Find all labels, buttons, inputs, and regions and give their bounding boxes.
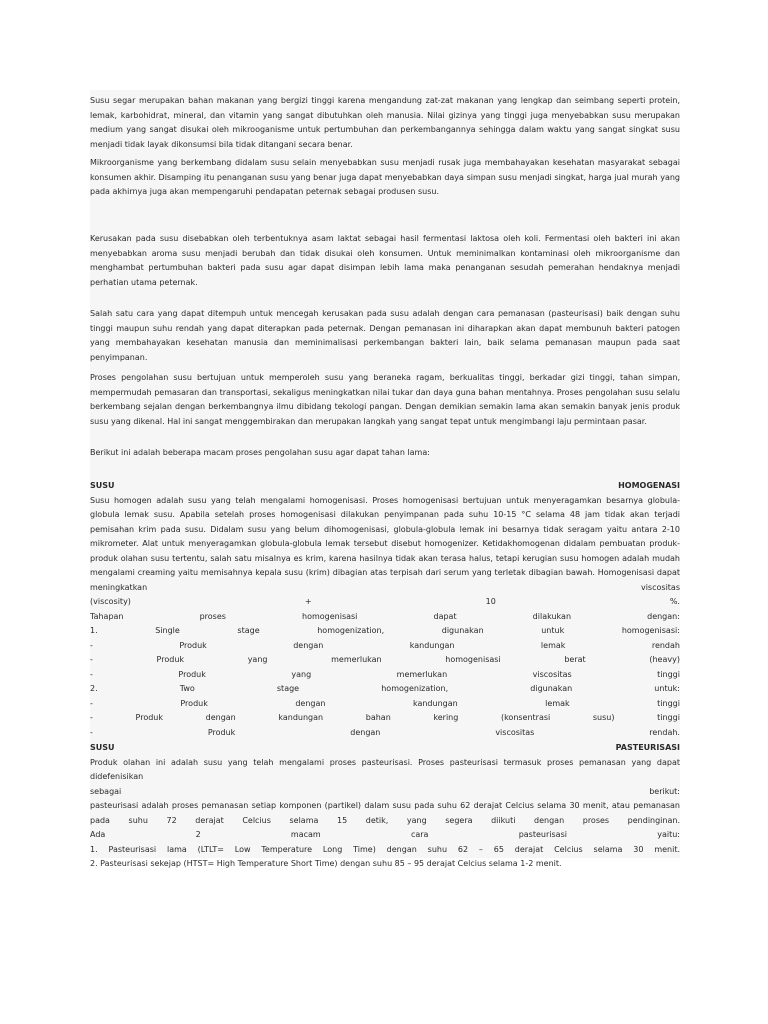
row-word: - [90,640,93,650]
heading-right: PASTEURISASI [615,743,680,752]
row-word: Produk [156,655,185,664]
homogenasi-row [90,610,680,625]
paragraph-berikut: Berikut ini adalah beberapa macam proses pengolahan susu agar dapat tahan lama: [90,448,430,457]
row-word: %. [669,597,680,606]
row-word: homogenisasi [302,611,358,621]
row-word: viscositas [495,727,535,737]
row-word: 2. [90,684,98,693]
row-word: Single [155,626,180,635]
row-word: Produk [180,698,208,708]
row-word: dengan [350,727,381,737]
pasteurisasi-body: pasteurisasi adalah proses pemanasan setiap komponen (partikel) dalam susu pada suhu 62 derajat Celcius selama 30 menit, atau pemanasan pada suhu 72 derajat Celcius selama 15 detik, yang segera diikuti dengan proses pendinginan. [90,801,680,825]
row-word: tinggi [657,713,680,722]
row-word: rendah [651,640,680,650]
row-word: dengan [293,640,324,650]
homogenasi-row [90,668,680,683]
row-word: 10 [485,597,496,606]
row-word: (viscosity) [90,597,131,606]
row-word: kering [433,713,459,722]
row-word: - [90,727,93,737]
row-word: homogenisasi: [621,626,680,635]
row-word: (heavy) [649,655,680,664]
row-word: untuk: [654,684,680,693]
row-word: dilakukan [532,611,572,621]
row-word: dengan: [647,611,680,621]
homogenasi-table [90,595,680,740]
row-word: Produk [135,713,163,722]
row-word: pasteurisasi [518,830,567,839]
document-page [90,90,680,868]
section-pasteurisasi [90,741,680,872]
paragraph-pemanasan: Salah satu cara yang dapat ditempuh untuk mencegah kerusakan pada susu adalah dengan cara pemanasan (pasteurisasi) baik dengan suhu tinggi maupun suhu rendah yang dapat diterapkan pada peternak. Dengan pemanasan ini diharapkan akan dapat membunuh bakteri patogen yang membahayakan kesehatan manusia dan meminimalisasi perkembangan bakteri lain, baik selama pemanasan maupun pada saat penyimpanan. [90,309,680,362]
row-word: rendah. [649,727,680,737]
row-word: kandungan [278,713,324,722]
row-word: memerlukan [331,655,382,664]
homogenasi-row [90,653,680,668]
row-word: dengan [295,698,326,708]
paragraph-mikroorganisme: Mikroorganisme yang berkembang didalam susu selain menyebabkan susu menjadi rusak juga membahayakan kesehatan masyarakat sebagai konsumen akhir. Disamping itu penanganan susu yang benar juga dapat menyebabkan daya simpan susu menjadi singkat, harga jual murah yang pada akhirnya juga akan mempengaruhi pendapatan peternak sebagai produsen susu. [90,158,680,196]
homogenasi-row [90,711,680,726]
section-homogenasi [90,479,680,740]
heading-right: HOMOGENASI [618,481,680,490]
row-word: homogenisasi [445,655,501,664]
row-word: 1. [90,626,98,635]
row-word: Ada [90,830,106,839]
paragraph-kerusakan: Kerusakan pada susu disebabkan oleh terbentuknya asam laktat sebagai hasil fermentasi laktosa oleh koli. Fermentasi oleh bakteri ini akan menyebabkan aroma susu menjadi berubah dan tidak disukai oleh konsumen. Untuk meminimalkan kontaminasi oleh mikroorganisme dan menghambat pertumbuhan bakteri pada susu agar dapat disimpan lebih lama maka penanganan sesudah pemerahan hendaknya menjadi perhatian utama peternak. [90,234,680,287]
heading-left: SUSU [90,743,115,752]
row-word: untuk [541,626,565,635]
row-word: memerlukan [396,669,448,679]
row-word: digunakan [530,684,573,693]
row-word: tinggi [657,698,680,708]
row-word: tinggi [657,669,680,679]
row-word: lemak [545,698,570,708]
row-word: - [90,655,93,664]
homogenasi-row [90,726,680,741]
row-word: dengan [205,713,236,722]
row-word: + [304,597,312,606]
row-word: viscositas [532,669,572,679]
row-word: Two [179,684,195,693]
row-word: Produk [207,727,236,737]
row-word: proses [199,611,226,621]
row-word: digunakan [441,626,484,635]
row-word: 2 [195,830,201,839]
row-word: dapat [433,611,457,621]
section-heading [90,741,680,756]
row-word: berikut: [649,786,680,796]
row-word: - [90,698,93,708]
row-word: yang [247,655,268,664]
row-word: homogenization, [381,684,449,693]
pasteurisasi-intro: Produk olahan ini adalah susu yang telah mengalami proses pasteurisasi. Proses pasteurisasi termasuk proses pemanasan yang dapat didefenisikan [90,757,680,781]
row-word: susu) [592,713,615,722]
row-word: (konsentrasi [500,713,551,722]
ada-row [90,828,680,843]
row-word: Tahapan [90,611,124,621]
row-word: Produk [179,640,207,650]
pasteurisasi-item-1: 1. Pasteurisasi lama (LTLT= Low Temperature Long Time) dengan suhu 62 – 65 derajat Celcius selama 30 menit. [90,844,680,854]
row-word: yang [291,669,312,679]
homogenasi-row [90,639,680,654]
row-word: homogenization, [317,626,385,635]
row-word: lemak [540,640,566,650]
row-word: - [90,713,93,722]
homogenasi-row [90,595,680,610]
homogenasi-row [90,682,680,697]
row-word: yaitu: [657,830,680,839]
homogenasi-row [90,697,680,712]
row-word: Produk [178,669,206,679]
row-word: cara [410,830,429,839]
sebagai-row [90,785,680,800]
homogenasi-body: Susu homogen adalah susu yang telah mengalami homogenisasi. Proses homogenisasi bertujuan untuk menyeragamkan besarnya globula-globula lemak susu. Apabila setelah proses homogenisasi dilakukan penyimpanan pada suhu 10-15 °C selama 48 jam tidak akan terjadi pemisahan krim pada susu. Didalam susu yang belum dihomogenisasi, globula-globula lemak ini besarnya tidak seragam yaitu antara 2-10 mikrometer. Alat untuk menyeragamkan globula-globula lemak tersebut disebut homogenizer. Ketidakhomogenan didalam pembuatan produk-produk olahan susu tertentu, salah satu misalnya es krim, karena hasilnya tidak akan terasa halus, tetapi kerugian susu homogen adalah mudah mengalami creaming yaitu memisahnya kepala susu (krim) dibagian atas terpisah dari serum yang terletak dibagian bawah. Homogenisasi dapat meningkatkan viscositas [90,495,680,592]
row-word: berat [564,655,586,664]
row-word: macam [290,830,321,839]
section-heading [90,479,680,494]
homogenasi-row [90,624,680,639]
paragraph-pengolahan: Proses pengolahan susu bertujuan untuk memperoleh susu yang beraneka ragam, berkualitas tinggi, berkadar gizi tinggi, tahan simpan, mempermudah pemasaran dan transportasi, sekaligus meningkatkan nilai tukar dan daya guna bahan mentahnya. Proses pengolahan susu selalu berkembang sejalan dengan berkembangnya ilmu dibidang tekologi pangan. Dengan demikian semakin lama akan semakin banyak jenis produk susu yang dikenal. Hal ini sangat menggembirakan dan merupakan langkah yang sangat tepat untuk mengimbangi laju permintaan pasar. [90,373,680,426]
heading-left: SUSU [90,481,115,490]
row-word: - [90,669,93,679]
row-word: kandungan [412,698,458,708]
row-word: bahan [365,713,391,722]
row-word: sebagai [90,786,122,796]
pasteurisasi-item-2: 2. Pasteurisasi sekejap (HTST= High Temperature Short Time) dengan suhu 85 – 95 derajat Celcius selama 1-2 menit. [90,859,562,868]
row-word: kandungan [409,640,455,650]
row-word: stage [276,684,300,693]
paragraph-intro: Susu segar merupakan bahan makanan yang bergizi tinggi karena mengandung zat-zat makanan yang lengkap dan seimbang seperti protein, lemak, karbohidrat, mineral, dan vitamin yang sangat dibutuhkan oleh manusia. Nilai gizinya yang tinggi juga menyebabkan susu merupakan medium yang sangat disukai oleh mikrooganisme untuk pertumbuhan dan perkembangannya sehingga dalam waktu yang sangat singkat susu menjadi tidak layak dikonsumsi bila tidak ditangani secara benar. [90,96,680,149]
row-word: stage [237,626,260,635]
